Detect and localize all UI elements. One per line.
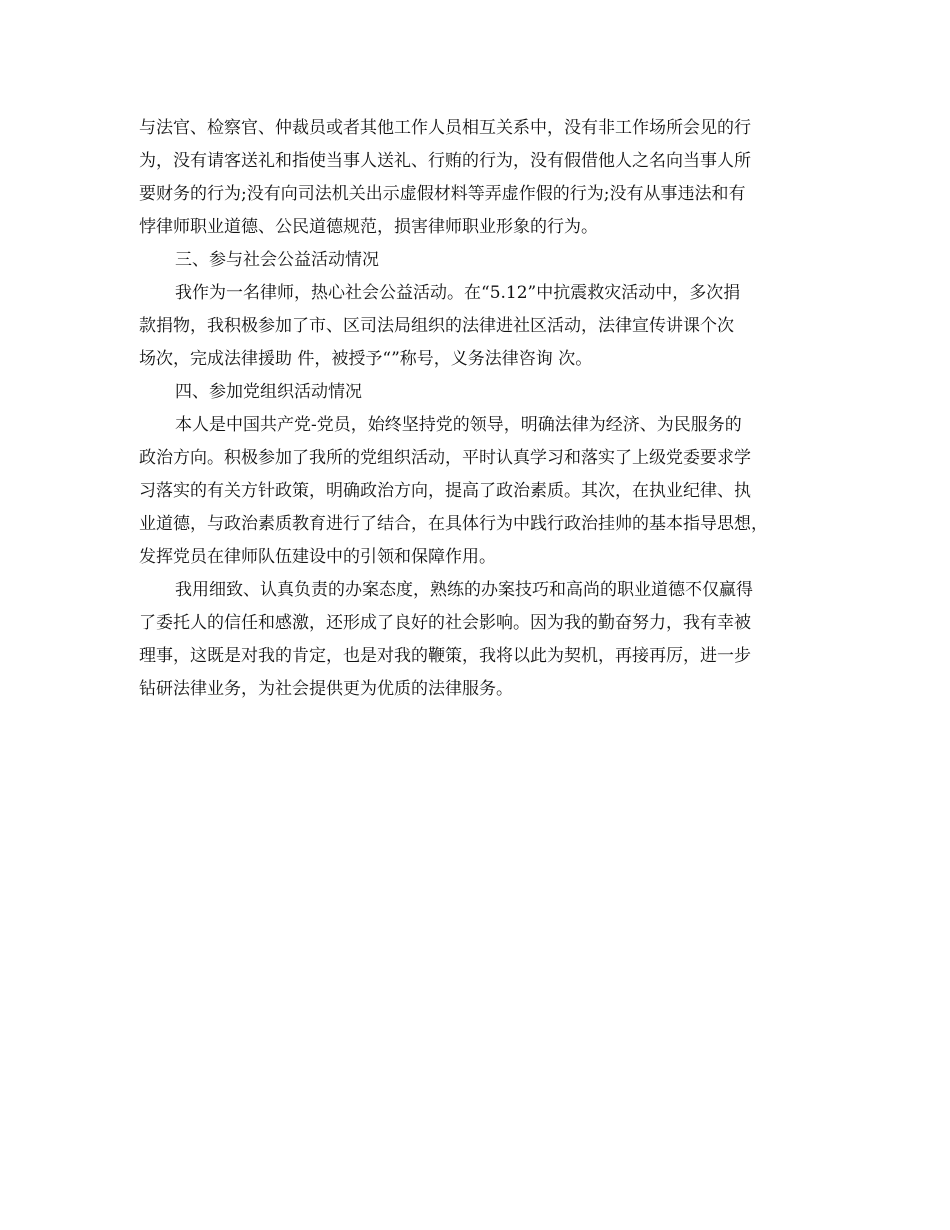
- text-line: 要财务的行为;没有向司法机关出示虚假材料等弄虚作假的行为;没有从事违法和有: [139, 184, 746, 204]
- text-line: 为，没有请客送礼和指使当事人送礼、行贿的行为，没有假借他人之名向当事人所: [139, 151, 751, 171]
- text-line: 我作为一名律师，热心社会公益活动。在“5.12”中抗震救灾活动中，多次捐: [175, 283, 741, 303]
- text-line: 理事，这既是对我的肯定，也是对我的鞭策，我将以此为契机，再接再厉，进一步: [139, 646, 751, 666]
- text-line: 我用细致、认真负责的办案态度，熟练的办案技巧和高尚的职业道德不仅赢得: [175, 580, 753, 600]
- text-line: 三、参与社会公益活动情况: [175, 250, 379, 270]
- text-line: 场次，完成法律援助 件，被授予“”称号，义务法律咨询 次。: [139, 349, 593, 369]
- text-line: 习落实的有关方针政策，明确政治方向，提高了政治素质。其次，在执业纪律、执: [139, 481, 751, 501]
- text-line: 了委托人的信任和感激，还形成了良好的社会影响。因为我的勤奋努力，我有幸被: [139, 613, 751, 633]
- text-line: 与法官、检察官、仲裁员或者其他工作人员相互关系中，没有非工作场所会见的行: [139, 118, 751, 138]
- text-line: 款捐物，我积极参加了市、区司法局组织的法律进社区活动，法律宣传讲课个次: [139, 316, 734, 336]
- text-line: 本人是中国共产党-党员，始终坚持党的领导，明确法律为经济、为民服务的: [175, 415, 742, 435]
- text-line: 发挥党员在律师队伍建设中的引领和保障作用。: [139, 547, 496, 567]
- document-body: [139, 112, 819, 706]
- text-line: 钻研法律业务，为社会提供更为优质的法律服务。: [139, 679, 513, 699]
- text-line: 业道德，与政治素质教育进行了结合，在具体行为中践行政治挂帅的基本指导思想，: [139, 514, 768, 534]
- text-line: 政治方向。积极参加了我所的党组织活动，平时认真学习和落实了上级党委要求学: [139, 448, 751, 468]
- text-line: 四、参加党组织活动情况: [175, 382, 362, 402]
- text-line: 悖律师职业道德、公民道德规范，损害律师职业形象的行为。: [139, 217, 598, 237]
